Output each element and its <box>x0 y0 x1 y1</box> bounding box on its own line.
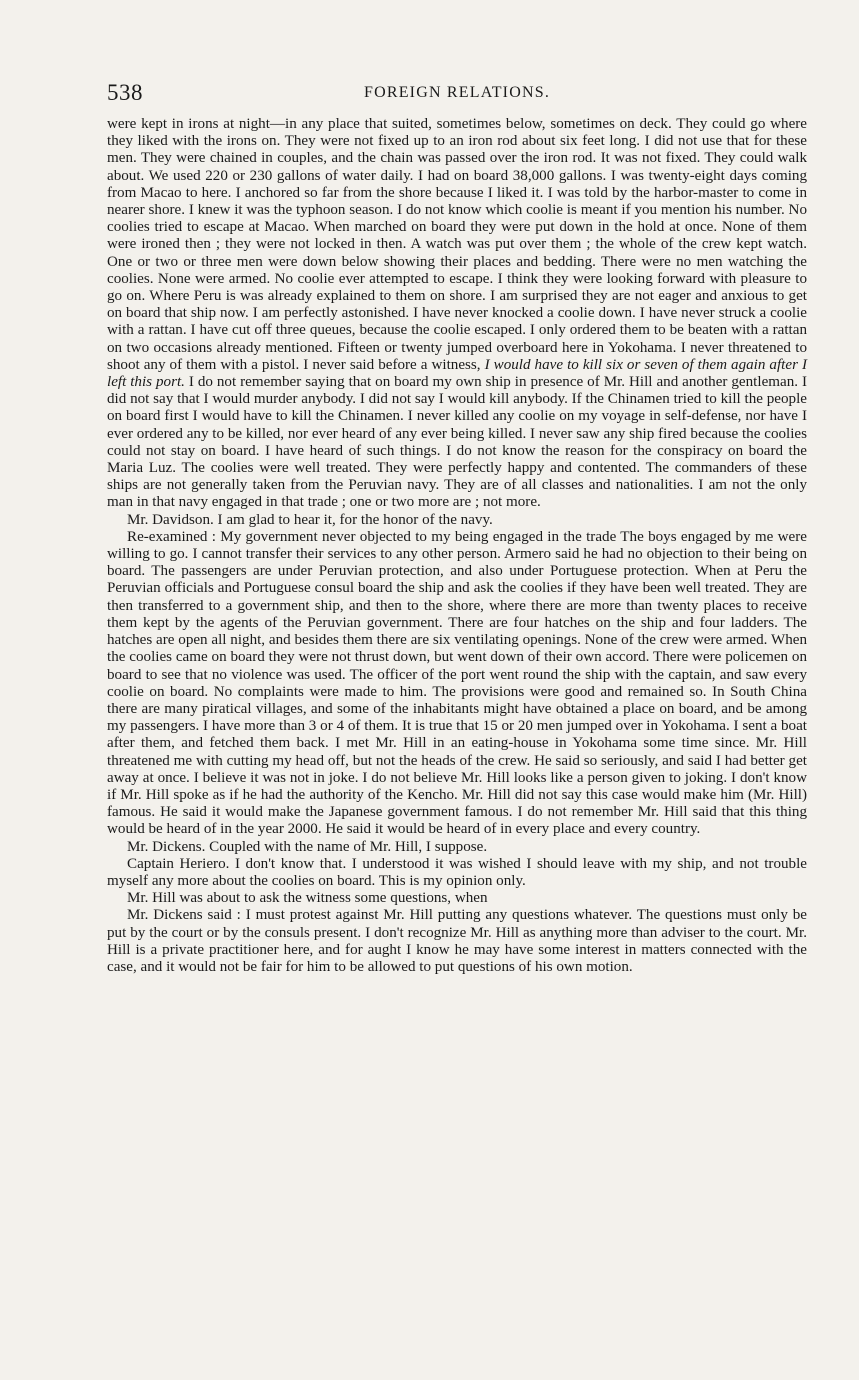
text-segment: Mr. Dickens said : I must protest against Mr. Hill putting any questions whatever. The questions must only be put by the court or by the consuls present. I don't recognize Mr. Hill as anything more than adviser to the court. Mr. Hill is a private practitioner here, and for aught I know he may have some interest in matters connected with the case, and it would not be fair for him to be allowed to put questions of his own motion. <box>107 907 807 975</box>
paragraph <box>107 512 807 529</box>
page-header <box>107 80 807 116</box>
paragraph <box>107 116 807 512</box>
paragraph <box>107 856 807 890</box>
running-head: FOREIGN RELATIONS. <box>363 84 551 101</box>
text-segment: Mr. Hill was about to ask the witness some questions, when <box>127 890 488 907</box>
body-text <box>107 116 807 976</box>
text-segment: Re-examined : My government never objected to my being engaged in the trade The boys engaged by me were willing to go. I cannot transfer their services to any other person. Armero said he had no objection to their being on board. The passengers are under Peruvian protection, and also under Portuguese protection. When at Peru the Peruvian officials and Portuguese consul board the ship and ask the coolies if they have been well treated. They are then transferred to a government ship, and then to the shore, where there are more than twenty places to receive them kept by the agents of the Peruvian government. There are four hatches on the ship and four ladders. The hatches are open all night, and besides them there are six ventilating openings. None of the crew were armed. When the coolies came on board they were not thrust down, but went down of their own accord. There were policemen on board to see that no violence was used. The officer of the port went round the ship with the captain, and saw every coolie on board. No complaints were made to him. The provisions were good and remained so. In South China there are many piratical villages, and some of the inhabitants might have obtained a place on board, and be among my passengers. I have more than 3 or 4 of them. It is true that 15 or 20 men jumped over in Yokohama. I sent a boat after them, and fetched them back. I met Mr. Hill in an eating-house in Yokohama some time since. Mr. Hill threatened me with cutting my head off, but not the heads of the crew. He said so seriously, and said I had better get away at once. I believe it was not in joke. I do not believe Mr. Hill looks like a person given to joking. I don't know if Mr. Hill spoke as if he had the authority of the Kencho. Mr. Hill did not say this case would make him (Mr. Hill) famous. He said it would make the Japanese government famous. I do not remember Mr. Hill said that this thing would be heard of in the year 2000. He said it would be heard of in every place and every country. <box>107 528 807 838</box>
text-segment: Captain Heriero. I don't know that. I understood it was wished I should leave with my ship, and not trouble myself any more about the coolies on board. This is my opinion only. <box>107 855 807 889</box>
paragraph <box>107 907 807 976</box>
paragraph <box>107 890 807 907</box>
quoted-statement: I would have to kill six or seven of them again after I left this port. <box>107 356 807 391</box>
text-segment: I do not remember saying that on board my own ship in presence of Mr. Hill and another gentleman. I did not say that I would murder anybody. I did not say I would kill anybody. If the Chinamen tried to kill the people on board first I would have to kill the Chinamen. I never killed any coolie on my voyage in self-defense, nor have I ever ordered any to be killed, nor ever heard of any ever being killed. I never saw any ship fired because the coolies could not stay on board. I have heard of such things. I do not know the reason for the conspiracy on board the Maria Luz. The coolies were well treated. They were perfectly happy and contented. The commanders of these ships are not generally taken from the Peruvian navy. They are of all classes and nationalities. I am not the only man in that navy engaged in that trade ; one or two more are ; not more. <box>107 374 807 511</box>
text-segment: Mr. Davidson. I am glad to hear it, for the honor of the navy. <box>127 511 493 528</box>
page-number: 538 <box>107 80 143 105</box>
text-segment: Mr. Dickens. Coupled with the name of Mr. Hill, I suppose. <box>127 838 488 855</box>
text-segment: were kept in irons at night—in any place that suited, sometimes below, sometimes on deck. They could go where they liked with the irons on. They were not fixed up to an iron rod about six feet long. I did not use that for these men. They were chained in couples, and the chain was passed over the iron rod. It was not fixed. They could walk about. We used 220 or 230 gallons of water daily. I had on board 38,000 gallons. I was twenty-eight days coming from Macao to here. I anchored so far from the shore because I liked it. I was told by the harbor-master to come in nearer shore. I knew it was the typhoon season. I do not know which coolie is meant if you mention his number. No coolies tried to escape at Macao. When marched on board they were put down in the hold at once. None of them were ironed then ; they were not locked in then. A watch was put over them ; the whole of the crew kept watch. One or two or three men were down below showing their places and bedding. There were no men watching the coolies. None were armed. No coolie ever attempted to escape. I think they were looking forward with pleasure to go on. Where Peru is was already explained to them on shore. I am surprised they are not eager and anxious to get on board that ship now. I am perfectly astonished. I have never knocked a coolie down. I have never struck a coolie with a rattan. I have cut off three queues, because the coolie escaped. I only ordered them to be beaten with a rattan on two occasions already mentioned. Fifteen or twenty jumped overboard here in Yokohama. I never threatened to shoot any of them with a pistol. I never said before a witness, <box>107 116 807 373</box>
paragraph <box>107 839 807 856</box>
paragraph <box>107 529 807 839</box>
document-page <box>107 80 807 976</box>
